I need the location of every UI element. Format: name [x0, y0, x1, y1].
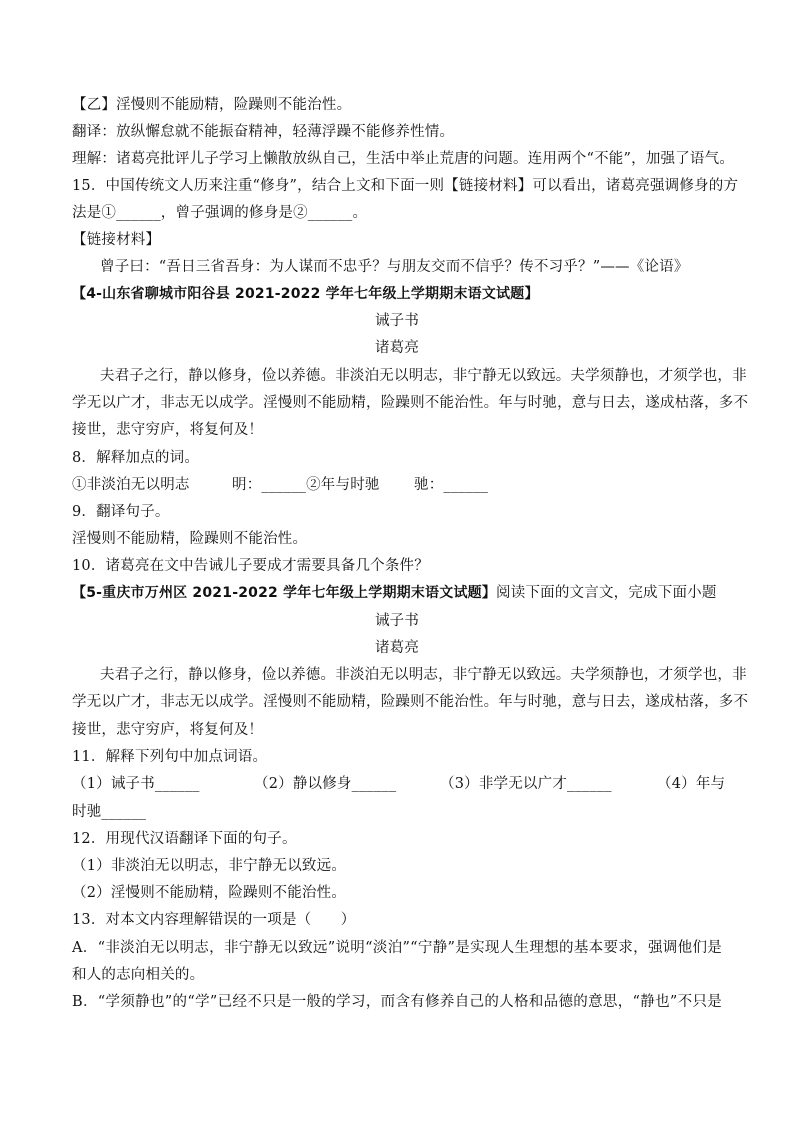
- question-11-item-1: （1）诫子书______: [72, 776, 200, 792]
- passage-author: 诸葛亮: [374, 340, 420, 356]
- question-13-option-b: B．“学须静也”的“学”已经不只是一般的学习，而含有修养自己的人格和品德的意思，“静也”不只是: [72, 994, 722, 1010]
- question-10: 10．诸葛亮在文中告诫儿子要成才需要具备几个条件？: [72, 558, 429, 574]
- passage-line: 学无以广才，非志无以成学。淫慢则不能励精，险躁则不能治性。年与时驰，意与日去，遂成枯落，多不: [72, 395, 749, 411]
- question-11-item-2: （2）静以修身______: [254, 776, 397, 792]
- passage-line: 夫君子之行，静以修身，俭以养德。非淡泊无以明志，非宁静无以致远。夫学须静也，才须学也，非: [100, 667, 747, 683]
- text-line: 【乙】淫慢则不能励精，险躁则不能治性。: [72, 97, 352, 113]
- passage-title: 诫子书: [374, 313, 420, 329]
- question-9-sentence: 淫慢则不能励精，险躁则不能治性。: [72, 531, 308, 547]
- question-15-cont: 法是①______，曾子强调的修身是②______。: [72, 205, 368, 221]
- link-material-label: 【链接材料】: [72, 232, 161, 248]
- question-9: 9．翻译句子。: [72, 504, 170, 520]
- section-header: 【4-山东省聊城市阳谷县 2021-2022 学年七年级上学期期末语文试题】: [72, 286, 539, 302]
- text-line: 理解：诸葛亮批评儿子学习上懒散放纵自己，生活中举止荒唐的问题。连用两个“不能”，加强了语气。: [72, 151, 735, 167]
- section-header-line: [72, 584, 722, 602]
- question-13-option-a-cont: 和人的志向相关的。: [72, 967, 205, 983]
- link-material-quote: 曾子曰：“吾日三省吾身：为人谋而不忠乎？与朋友交而不信乎？传不习乎？”——《论语》: [100, 259, 689, 275]
- section-header: 【5-重庆市万州区 2021-2022 学年七年级上学期期末语文试题】: [72, 585, 497, 601]
- question-11-item-4-cont: 时驰______: [72, 804, 147, 820]
- passage-title: 诫子书: [374, 613, 420, 629]
- question-12: 12．用现代汉语翻译下面的句子。: [72, 831, 297, 847]
- question-11-item-4: （4）年与: [657, 776, 726, 792]
- passage-line: 接世，悲守穷庐，将复何及！: [72, 722, 264, 738]
- question-11-item-3: （3）非学无以广才______: [440, 776, 612, 792]
- passage-line: 学无以广才，非志无以成学。淫慢则不能励精，险躁则不能治性。年与时驰，意与日去，遂成枯落，多不: [72, 694, 749, 710]
- question-12-item-1: （1）非淡泊无以明志，非宁静无以致远。: [72, 858, 347, 874]
- text-line: 翻译：放纵懈怠就不能振奋精神，轻薄浮躁不能修养性情。: [72, 124, 455, 140]
- question-12-item-2: （2）淫慢则不能励精，险躁则不能治性。: [72, 885, 347, 901]
- question-8-item-3: 驰：______: [414, 477, 489, 493]
- question-8-item-2: 明：______②年与时驰: [232, 477, 380, 493]
- question-11: 11．解释下列句中加点词语。: [72, 749, 268, 765]
- passage-author: 诸葛亮: [374, 640, 420, 656]
- section-instruction: 阅读下面的文言文，完成下面小题: [496, 585, 717, 601]
- question-15: 15．中国传统文人历来注重“修身”，结合上文和下面一则【链接材料】可以看出，诸葛亮强调修身的方: [72, 178, 739, 194]
- question-13: 13．对本文内容理解错误的一项是（ ）: [72, 912, 356, 928]
- question-8: 8．解释加点的词。: [72, 450, 200, 466]
- passage-line: 接世，悲守穷庐，将复何及！: [72, 422, 264, 438]
- question-8-item-1: ①非淡泊无以明志: [72, 477, 190, 493]
- question-13-option-a: A．“非淡泊无以明志，非宁静无以致远”说明“淡泊”“宁静”是实现人生理想的基本要求，强调他们是: [72, 940, 722, 956]
- passage-line: 夫君子之行，静以修身，俭以养德。非淡泊无以明志，非宁静无以致远。夫学须静也，才须学也，非: [100, 368, 747, 384]
